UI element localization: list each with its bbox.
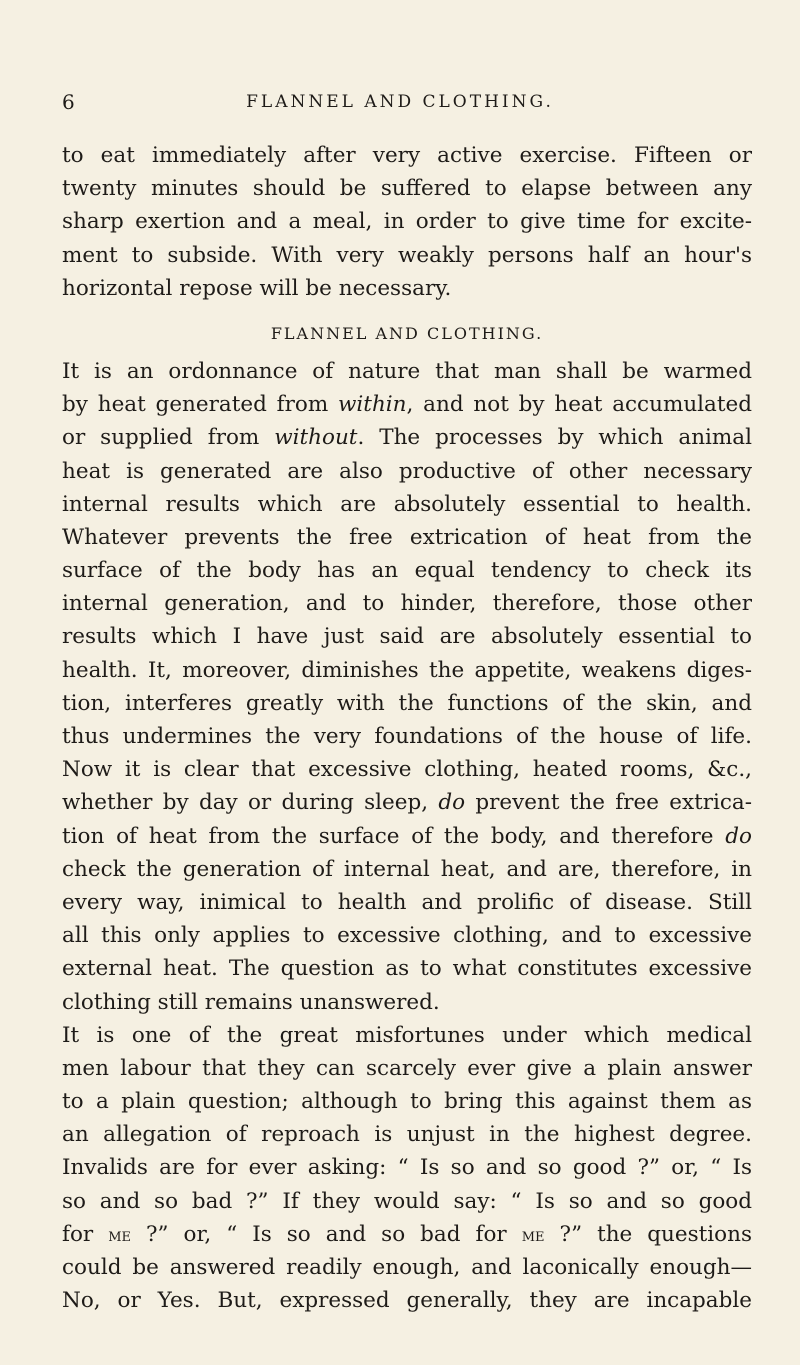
text-line: to eat immediately after very active exercise. Fifteen or (62, 143, 752, 168)
text-fragment: , and not by heat accumulated (406, 392, 752, 418)
text-fragment: tion of heat from the surface of the body, and therefore (62, 823, 726, 849)
text-line: It is one of the great misfortunes under which medical (62, 1022, 752, 1048)
text-line: No, or Yes. But, expressed generally, they are incapable (62, 1288, 752, 1314)
text-line: twenty minutes should be suffered to elapse between any (62, 176, 752, 202)
text-line: tion, interferes greatly with the functions of the skin, and (62, 690, 752, 716)
text-fragment: for (62, 1221, 109, 1247)
text-line: horizontal repose will be necessary. (62, 275, 452, 301)
text-line: ment to subside. With very weakly persons half an hour's (62, 242, 752, 268)
text-line: heat is generated are also productive of other necessary (62, 458, 752, 484)
text-line: health. It, moreover, diminishes the appetite, weakens diges- (62, 657, 752, 683)
emphasis-do: do (438, 790, 466, 816)
text-line (62, 786, 752, 819)
text-line: internal generation, and to hinder, therefore, those other (62, 591, 752, 617)
emphasis-do: do (725, 823, 752, 849)
text-line (62, 388, 752, 421)
text-line: external heat. The question as to what constitutes excessive (62, 956, 752, 982)
text-line: Whatever prevents the free extrication of heat from the (62, 524, 752, 550)
text-line (62, 820, 752, 853)
text-line: men labour that they can scarcely ever give a plain answer (62, 1055, 752, 1081)
text-line: could be answered readily enough, and laconically enough— (62, 1255, 752, 1280)
text-line: thus undermines the very foundations of the house of life. (62, 724, 752, 749)
text-fragment: or supplied from (62, 425, 275, 451)
text-line: check the generation of internal heat, and are, therefore, in (62, 856, 752, 882)
text-line: an allegation of reproach is unjust in the highest degree. (62, 1122, 752, 1148)
text-line (62, 421, 752, 454)
text-line: to a plain question; although to bring this against them as (62, 1089, 752, 1115)
text-fragment: ?” the questions (544, 1221, 752, 1247)
emphasis-within: within (338, 392, 407, 418)
text-line: internal results which are absolutely essential to health. (62, 491, 752, 517)
text-line: results which I have just said are absolutely essential to (62, 624, 752, 650)
text-line: all this only applies to excessive clothing, and to excessive (62, 923, 752, 949)
small-caps-me: me (108, 1223, 131, 1246)
text-fragment: whether by day or during sleep, (62, 790, 439, 816)
text-line: so and so bad ?” If they would say: “ Is so and so good (62, 1188, 752, 1214)
page-number: 6 (62, 90, 75, 114)
text-line: Invalids are for ever asking: “ Is so and so good ?” or, “ Is (62, 1155, 752, 1181)
text-line: Now it is clear that excessive clothing, heated rooms, &c., (62, 757, 752, 783)
emphasis-without: without (274, 425, 358, 451)
text-line (62, 1218, 752, 1251)
text-line: sharp exertion and a meal, in order to give time for excite- (62, 209, 752, 235)
text-line: clothing still remains unanswered. (62, 989, 440, 1015)
text-fragment: . The processes by which animal (357, 425, 752, 451)
text-fragment: ?” or, “ Is so and so bad for (131, 1221, 522, 1247)
section-heading: FLANNEL AND CLOTHING. (270, 323, 544, 343)
text-line: It is an ordonnance of nature that man shall be warmed (62, 358, 752, 384)
text-line: surface of the body has an equal tendency to check its (62, 558, 752, 584)
text-fragment: prevent the free extrica- (465, 790, 752, 816)
body-text (62, 139, 752, 1317)
text-line: every way, inimical to health and prolific of disease. Still (62, 889, 752, 915)
running-head: FLANNEL AND CLOTHING. (246, 92, 554, 112)
text-fragment: by heat generated from (62, 392, 339, 418)
small-caps-me: me (521, 1223, 545, 1246)
